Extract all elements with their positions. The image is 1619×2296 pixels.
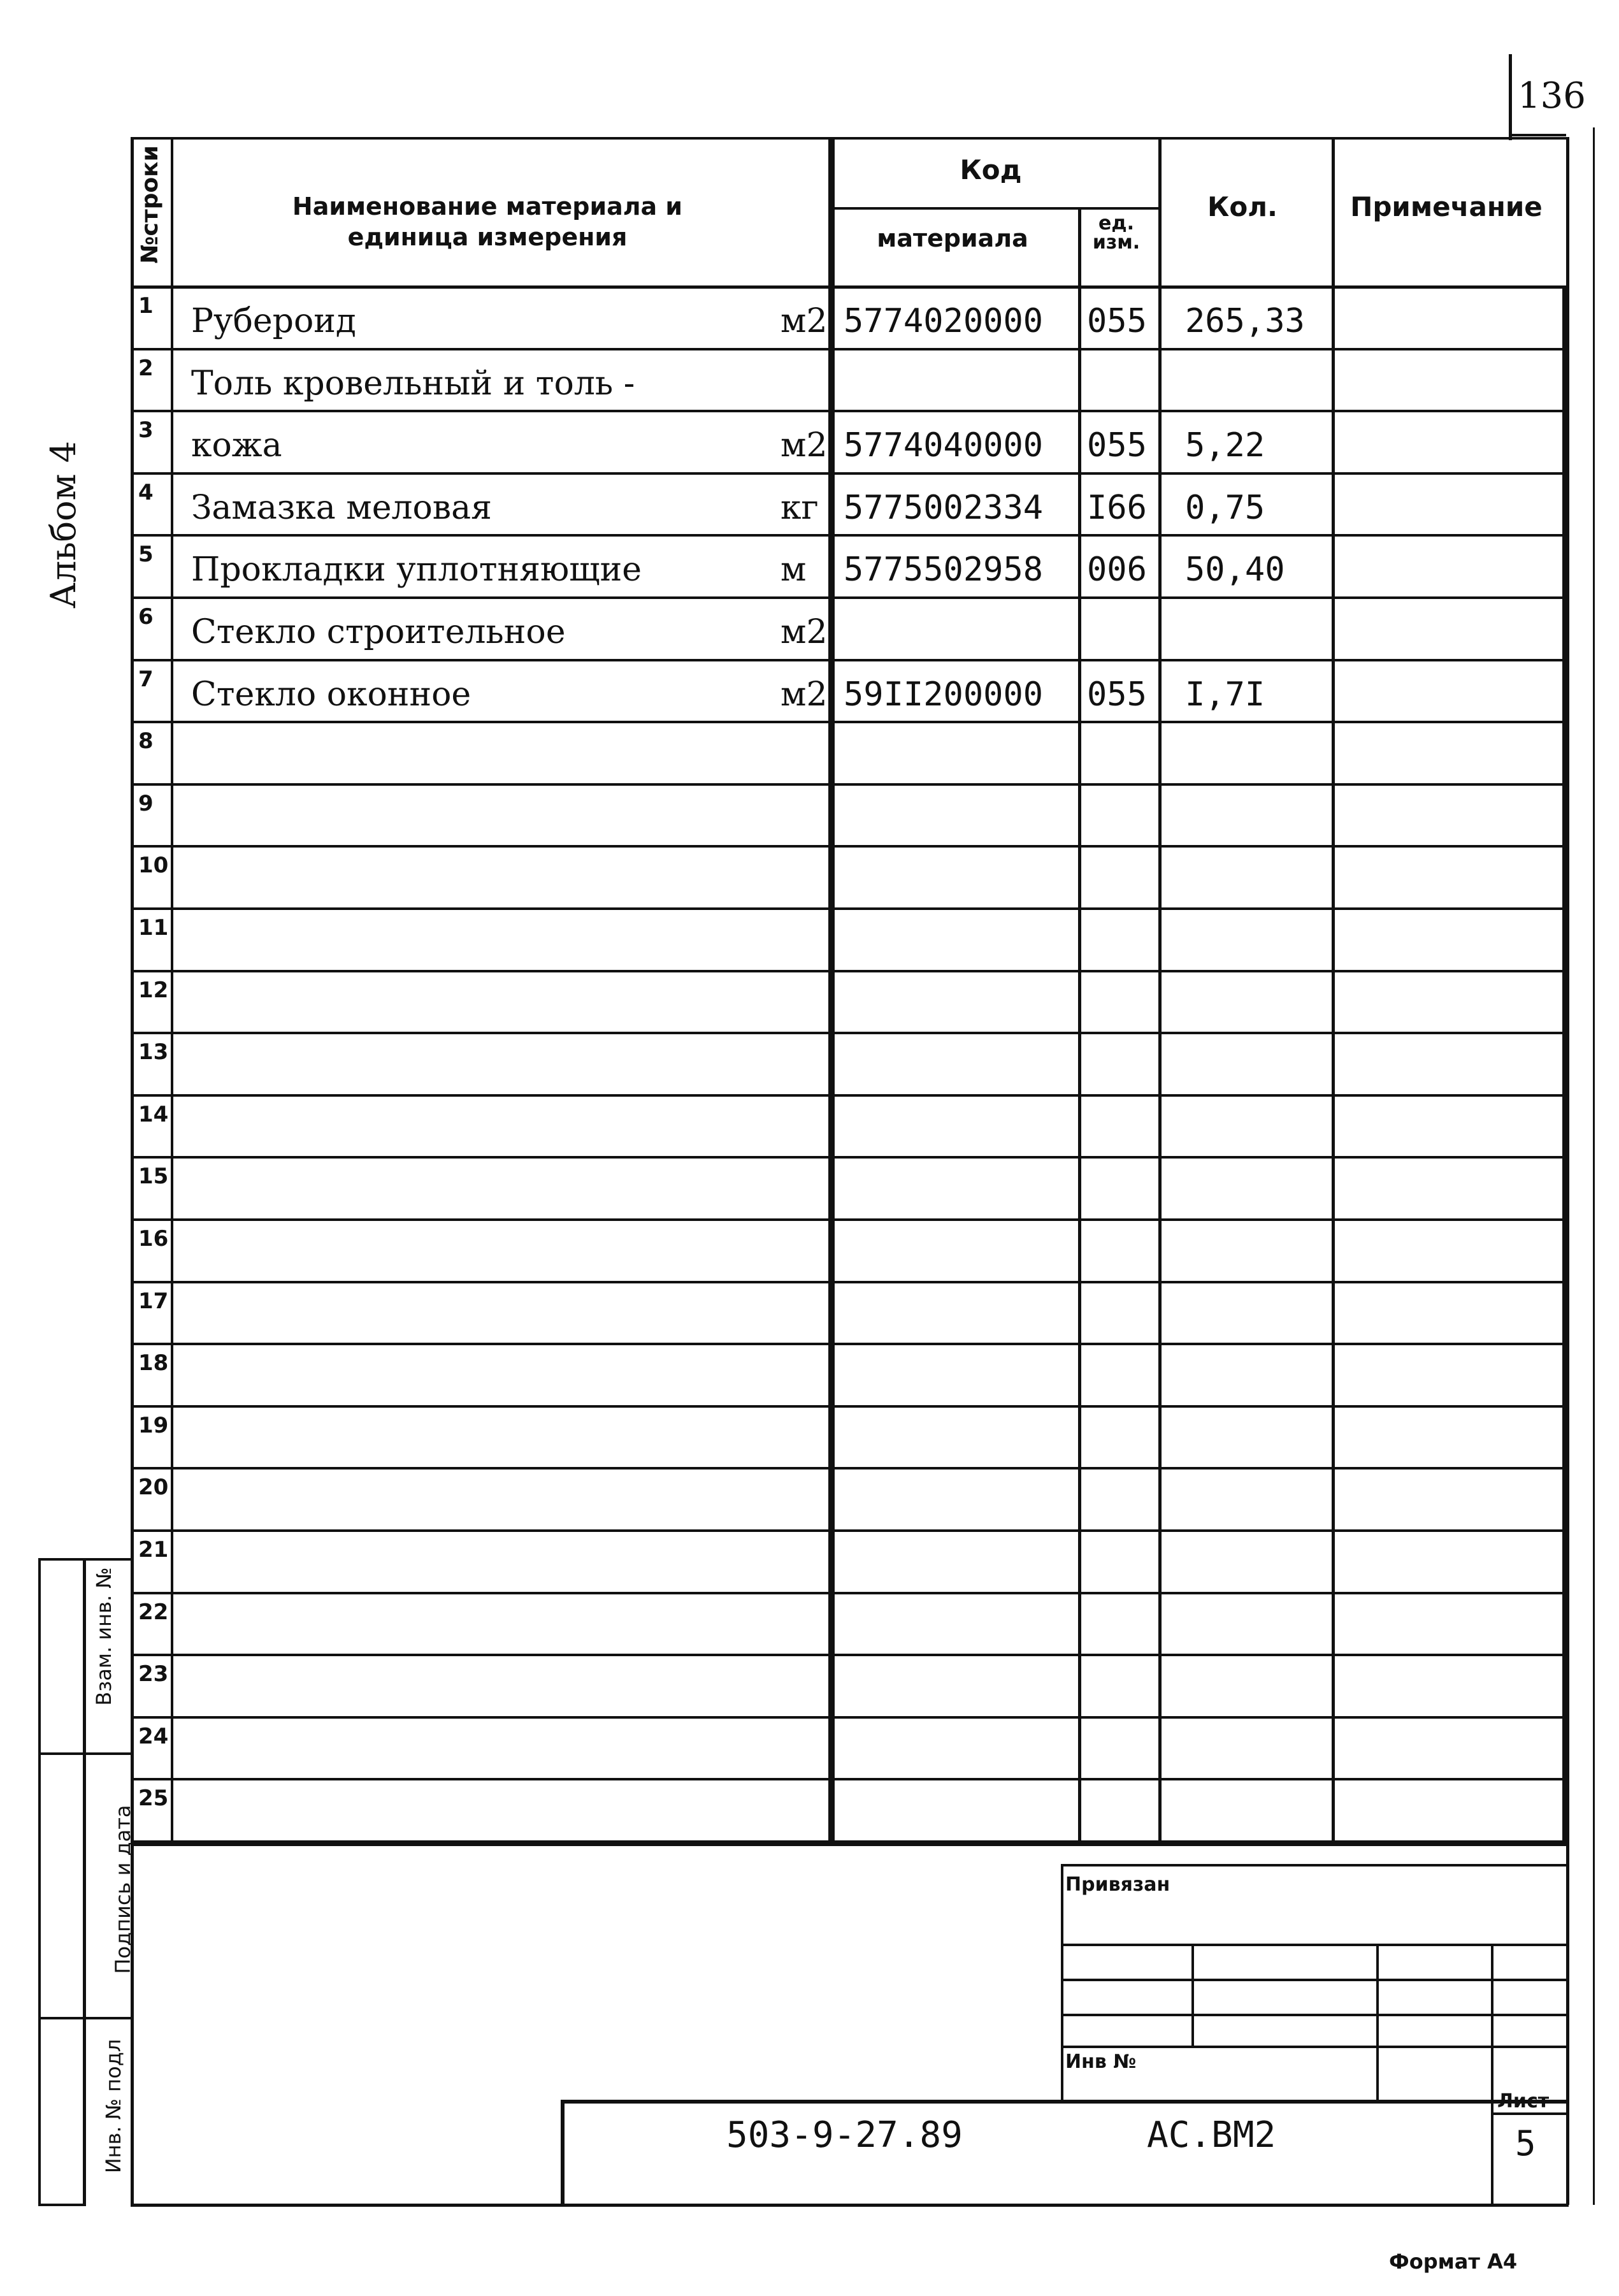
material-code: 5774040000 <box>844 426 1044 465</box>
header-unit-code: ед. изм. <box>1092 212 1140 254</box>
rule-line <box>1593 127 1595 2205</box>
row-number: 12 <box>138 977 169 1003</box>
rule-line <box>131 1094 1566 1097</box>
row-number: 16 <box>138 1226 169 1252</box>
rule-line <box>131 1156 1566 1159</box>
album-label: Альбом 4 <box>43 440 83 609</box>
rule-line <box>131 845 1566 848</box>
header-name: Наименование материала и единица измерения <box>292 192 683 251</box>
row-number: 8 <box>138 728 154 755</box>
quantity: 50,40 <box>1185 551 1285 589</box>
rule-line <box>131 1654 1566 1656</box>
material-name: Стекло строительное <box>191 613 566 651</box>
rule-line <box>131 907 1566 910</box>
privyazan-label: Привязан <box>1065 1874 1170 1896</box>
row-number: 18 <box>138 1350 169 1376</box>
rule-line <box>131 1778 1566 1780</box>
unit-of-measure: м2 <box>781 302 828 340</box>
header-code: Код <box>960 154 1022 185</box>
rule-line <box>38 1558 86 1561</box>
stamp-signature-date: Подпись и дата <box>111 1805 135 1974</box>
rule-line <box>131 472 1566 475</box>
rule-line <box>38 2017 86 2019</box>
rule-line <box>131 596 1566 599</box>
rule-line <box>1376 1944 1379 2103</box>
rule-line <box>1061 1864 1063 2103</box>
rule-line <box>1562 285 1569 1845</box>
rule-line <box>1491 1944 1493 2205</box>
rule-line <box>561 2100 565 2205</box>
unit-code: I66 <box>1087 488 1147 527</box>
row-number: 14 <box>138 1101 169 1127</box>
quantity: I,7I <box>1185 675 1265 714</box>
rule-line <box>131 1467 1566 1469</box>
material-name: Рубероид <box>191 302 356 340</box>
rule-line <box>131 410 1566 412</box>
row-number: 4 <box>138 479 154 505</box>
row-number: 2 <box>138 355 154 381</box>
material-code: 5775002334 <box>844 488 1044 527</box>
unit-code: 006 <box>1087 551 1147 589</box>
rule-line <box>131 1032 1566 1034</box>
row-number: 1 <box>138 293 154 319</box>
row-number: 7 <box>138 666 154 692</box>
unit-code: 055 <box>1087 302 1147 340</box>
header-row-number: №строки <box>137 145 163 264</box>
row-number: 6 <box>138 604 154 630</box>
rule-line <box>131 534 1566 537</box>
rule-line <box>131 2204 1569 2207</box>
rule-line <box>1191 1944 1194 2046</box>
unit-of-measure: кг <box>781 488 819 527</box>
unit-code: 055 <box>1087 426 1147 465</box>
rule-line <box>828 137 835 1845</box>
rule-line <box>131 1840 1566 1846</box>
row-number: 15 <box>138 1164 169 1190</box>
row-number: 9 <box>138 790 154 816</box>
rule-line <box>131 783 1566 786</box>
inv-no-label: Инв № <box>1065 2051 1137 2073</box>
sheet-number: 5 <box>1515 2123 1536 2163</box>
unit-of-measure: м2 <box>781 675 828 714</box>
quantity: 5,22 <box>1185 426 1265 465</box>
document-code: АС.ВМ2 <box>1147 2114 1276 2156</box>
rule-line <box>131 970 1566 972</box>
rule-line <box>83 1752 131 1755</box>
rule-line <box>131 1405 1566 1408</box>
rule-line <box>131 348 1566 350</box>
stamp-vzam-inv: Взам. инв. № <box>92 1567 116 1706</box>
rule-line <box>131 285 1566 289</box>
header-material: материала <box>877 224 1028 252</box>
rule-line <box>131 1716 1566 1719</box>
unit-of-measure: м <box>781 551 807 589</box>
row-number: 10 <box>138 853 169 879</box>
quantity: 265,33 <box>1185 302 1305 340</box>
stamp-inv-podl: Инв. № подл <box>101 2039 126 2174</box>
material-code: 5774020000 <box>844 302 1044 340</box>
rule-line <box>131 1592 1566 1594</box>
row-number: 19 <box>138 1412 169 1438</box>
rule-line <box>131 1281 1566 1283</box>
unit-code: 055 <box>1087 675 1147 714</box>
row-number: 11 <box>138 915 169 941</box>
rule-line <box>38 1558 41 2205</box>
rule-line <box>131 1529 1566 1532</box>
rule-line <box>1078 207 1081 1840</box>
header-qty: Кол. <box>1207 191 1277 222</box>
unit-of-measure: м2 <box>781 613 828 651</box>
material-name: Стекло оконное <box>191 675 471 714</box>
quantity: 0,75 <box>1185 488 1265 527</box>
row-number: 5 <box>138 542 154 568</box>
rule-line <box>83 1558 86 2205</box>
sheet-label: Лист <box>1497 2090 1550 2112</box>
rule-line <box>38 2204 86 2206</box>
rule-line <box>561 2100 1566 2104</box>
rule-line <box>1158 137 1162 1840</box>
rule-line <box>131 1218 1566 1221</box>
material-name: Замазка меловая <box>191 488 492 527</box>
rule-line <box>828 207 1158 210</box>
rule-line <box>38 1752 86 1755</box>
document-number: 503-9-27.89 <box>726 2114 963 2156</box>
rule-line <box>131 1343 1566 1345</box>
rule-line <box>171 137 173 1840</box>
header-note: Примечание <box>1350 191 1543 222</box>
material-name: Прокладки уплотняющие <box>191 551 642 589</box>
rule-line <box>1491 2112 1566 2115</box>
row-number: 20 <box>138 1475 169 1501</box>
rule-line <box>131 721 1566 723</box>
material-name: кожа <box>191 426 282 465</box>
material-code: 5775502958 <box>844 551 1044 589</box>
rule-line <box>131 659 1566 661</box>
material-code: 59II200000 <box>844 675 1044 714</box>
rule-line <box>131 137 1569 140</box>
row-number: 17 <box>138 1288 169 1314</box>
row-number: 25 <box>138 1786 169 1812</box>
rule-line <box>1061 1864 1566 1866</box>
row-number: 3 <box>138 417 154 444</box>
row-number: 13 <box>138 1039 169 1065</box>
rule-line <box>1332 137 1335 1840</box>
unit-of-measure: м2 <box>781 426 828 465</box>
material-name: Толь кровельный и толь - <box>191 364 635 403</box>
row-number: 21 <box>138 1537 169 1563</box>
row-number: 24 <box>138 1723 169 1749</box>
row-number: 22 <box>138 1599 169 1625</box>
format-label: Формат А4 <box>1389 2249 1518 2274</box>
row-number: 23 <box>138 1661 169 1687</box>
sheet-corner-number: 136 <box>1518 75 1586 117</box>
